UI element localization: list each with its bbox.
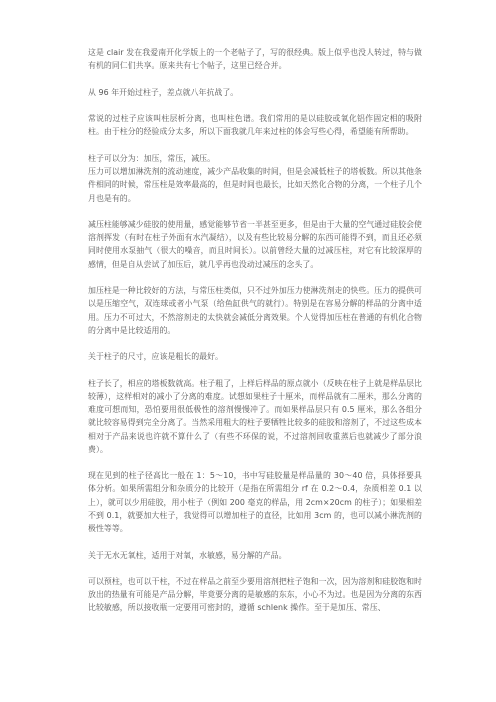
paragraph-intro: 这是 clair 发在我爱南开化学版上的一个老帖子了，写的很经典。版上似乎也没人转过，特与做有机的同仁们共享。原来共有七个帖子，这里已经合并。: [88, 48, 422, 71]
paragraph-column-length: 柱子长了，相应的塔板数就高。柱子粗了，上样后样品的原点就小（反映在柱子上就是样品层比较薄），这样相对的减小了分离的难度。试想如果柱子十厘米，而样品就有二厘米，那么分离的难度可想而知，恐怕要用很低极性的溶剂慢慢冲了。而如果样品层只有 0.5 厘米，那么各组分就比较容易得到完全分离了。当然采用粗大的柱子要牺牲比较多的硅胶和溶剂了，不过这些成本相对于产品来说也许就不算什么了（有些不环保的说，不过溶剂回收重蒸后也就减少了部分浪费）。: [88, 378, 422, 454]
paragraph-ratio: 现在见到的柱子径高比一般在 1：5～10，书中写硅胶量是样品量的 30～40 倍，具体择要具体分析。如果所需组分和杂质分的比较开（是指在所需组分 rf 在 0.2～0.4，杂质相差 0.1 以上），就可以少用硅胶，用小柱子（例如 200 毫克的样品，用 2cm×20cm 的柱子）；如果相差不到 0.1，就要加大柱子，我觉得可以增加柱子的直径，比如用 3cm 的，也可以减小淋洗剂的极性等等。: [88, 471, 422, 534]
document-body: [88, 46, 422, 628]
paragraph-definition: 常说的过柱子应该叫柱层析分离，也叫柱色谱。我们常用的是以硅胶或氧化铝作固定相的吸附柱。由于柱分的经验成分太多，所以下面我就几年来过柱的体会写些心得，希望能有所帮助。: [88, 114, 422, 137]
paragraph-since-96: 从 96 年开始过柱子，差点就八年抗战了。: [88, 87, 239, 97]
paragraph-vacuum-column: 减压柱能够减少硅胶的使用量，感觉能够节省一半甚至更多，但是由于大量的空气通过硅胶会使溶剂挥发（有时在柱子外面有水汽凝结），以及有些比较易分解的东西可能得不到，而且还必须同时使用水泵抽气（很大的噪音，而且时间长）。以前曾经大量的过减压柱，对它有比较深厚的感情，但是自从尝试了加压后，就几乎再也没动过减压的念头了。: [88, 220, 422, 269]
paragraph-pressure-types: 柱子可以分为：加压，常压，减压。 压力可以增加淋洗剂的流动速度，减少产品收集的时间，但是会减低柱子的塔板数。所以其他条件相同的时候，常压柱是效率最高的，但是时间也最长，比如天然化合物的分离，一个柱子几个月也是有的。: [88, 153, 422, 203]
paragraph-column-size: 关于柱子的尺寸，应该是粗长的最好。: [88, 352, 223, 362]
paragraph-preconditioning: 可以预柱，也可以干柱，不过在样品之前至少要用溶剂把柱子饱和一次，因为溶剂和硅胶饱和时放出的热量有可能是产品分解，毕竟要分离的是敏感的东东，小心不为过。也是因为分离的东西比较敏感，所以接收瓶一定要用可密封的，遵循 schlenk 操作。至于是加压、常压、: [88, 577, 422, 613]
paragraph-pressurized-column: 加压柱是一种比较好的方法，与常压柱类似，只不过外加压力使淋洗剂走的快些。压力的提供可以是压缩空气，双连球或者小气泵（给鱼缸供气的就行）。特别是在容易分解的样品的分离中适用。压力不可过大，不然溶剂走的太快就会减低分离效果。个人觉得加压柱在普通的有机化合物的分离中是比较适用的。: [88, 286, 422, 335]
paragraph-anhydrous-column: 关于无水无氧柱，适用于对氧，水敏感，易分解的产品。: [88, 550, 287, 560]
